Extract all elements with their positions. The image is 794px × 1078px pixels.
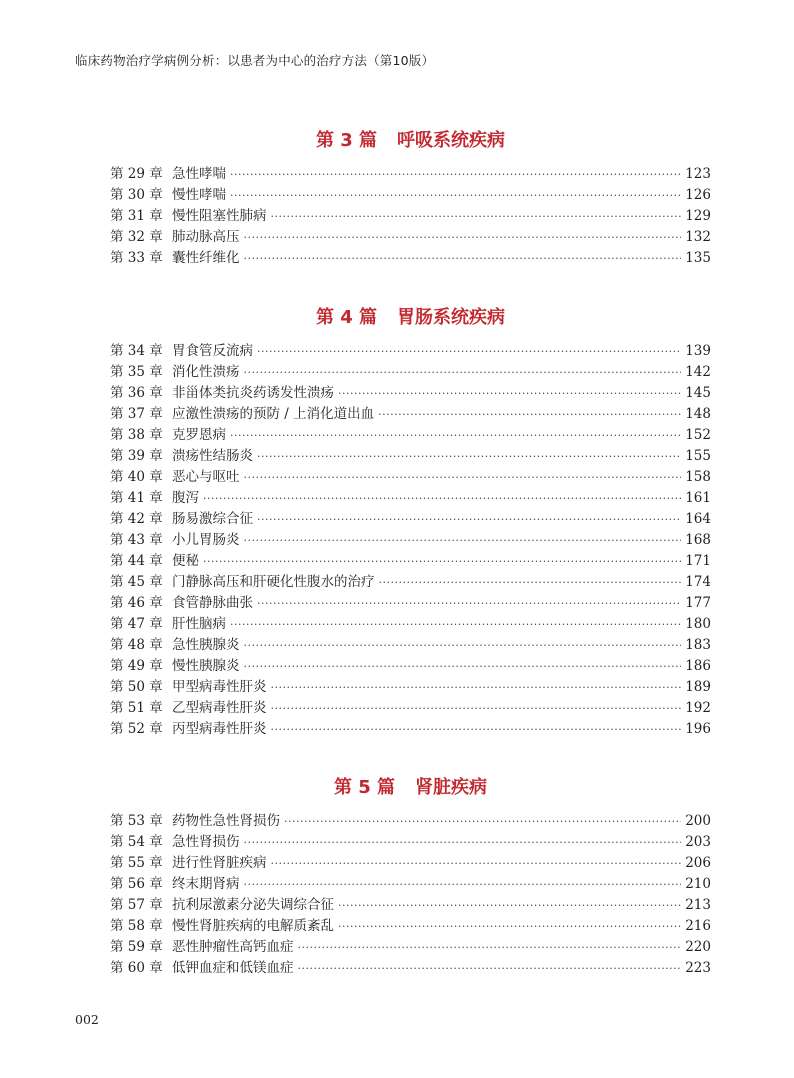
dot-leader — [244, 874, 682, 895]
dot-leader — [244, 530, 682, 551]
page-number: 002 — [75, 1012, 99, 1027]
page-ref: 123 — [685, 166, 711, 182]
chapter-title: 进行性肾脏疾病 — [172, 855, 267, 871]
part-number: 第 4 篇 — [315, 307, 378, 328]
page-ref: 132 — [685, 229, 711, 245]
chapter-title: 丙型病毒性肝炎 — [172, 721, 267, 737]
dot-leader — [244, 832, 682, 853]
page-ref: 192 — [685, 700, 711, 716]
chapter-number: 第 30 章 — [110, 187, 163, 203]
page-ref: 139 — [685, 343, 711, 359]
dot-leader — [257, 446, 681, 467]
chapter-title: 小儿胃肠炎 — [172, 532, 240, 548]
chapter-number: 第 57 章 — [110, 897, 163, 913]
dot-leader — [230, 614, 681, 635]
dot-leader — [298, 937, 682, 958]
toc-entry[interactable] — [110, 937, 711, 958]
dot-leader — [338, 916, 681, 937]
toc-entry[interactable] — [110, 832, 711, 853]
toc-entry[interactable] — [110, 916, 711, 937]
page-ref: 142 — [685, 364, 711, 380]
chapter-title: 腹泻 — [172, 490, 199, 506]
chapter-title: 恶心与呕吐 — [172, 469, 240, 485]
dot-leader — [271, 853, 682, 874]
toc-entry[interactable] — [110, 698, 711, 719]
page-ref: 135 — [685, 250, 711, 266]
chapter-number: 第 46 章 — [110, 595, 163, 611]
chapter-number: 第 40 章 — [110, 469, 163, 485]
page-ref: 152 — [685, 427, 711, 443]
page-ref: 223 — [685, 960, 711, 976]
chapter-title: 应激性溃疡的预防 / 上消化道出血 — [172, 406, 375, 422]
chapter-number: 第 54 章 — [110, 834, 163, 850]
chapter-title: 恶性肿瘤性高钙血症 — [172, 939, 294, 955]
page-ref: 200 — [685, 813, 711, 829]
chapter-number: 第 43 章 — [110, 532, 163, 548]
toc-entry[interactable] — [110, 227, 711, 248]
toc-entry[interactable] — [110, 383, 711, 404]
chapter-number: 第 50 章 — [110, 679, 163, 695]
toc-entry[interactable] — [110, 248, 711, 269]
chapter-title: 抗利尿激素分泌失调综合征 — [172, 897, 334, 913]
dot-leader — [230, 185, 681, 206]
page-ref: 180 — [685, 616, 711, 632]
dot-leader — [271, 698, 682, 719]
chapter-title: 乙型病毒性肝炎 — [172, 700, 267, 716]
toc-entry[interactable] — [110, 467, 711, 488]
dot-leader — [379, 572, 682, 593]
chapter-title: 克罗恩病 — [172, 427, 226, 443]
page-ref: 155 — [685, 448, 711, 464]
chapter-number: 第 51 章 — [110, 700, 163, 716]
chapter-title: 非甾体类抗炎药诱发性溃疡 — [172, 385, 334, 401]
chapter-number: 第 59 章 — [110, 939, 163, 955]
chapter-title: 食管静脉曲张 — [172, 595, 253, 611]
chapter-number: 第 45 章 — [110, 574, 163, 590]
running-head: 临床药物治疗学病例分析：以患者为中心的治疗方法（第10版） — [75, 53, 435, 68]
chapter-title: 甲型病毒性肝炎 — [172, 679, 267, 695]
chapter-title: 肠易激综合征 — [172, 511, 253, 527]
toc-entry[interactable] — [110, 206, 711, 227]
page-ref: 210 — [685, 876, 711, 892]
toc-entry[interactable] — [110, 874, 711, 895]
toc-entry[interactable] — [110, 185, 711, 206]
part-name: 胃肠系统疾病 — [397, 307, 506, 328]
toc-entry[interactable] — [110, 164, 711, 185]
chapter-number: 第 39 章 — [110, 448, 163, 464]
chapter-number: 第 42 章 — [110, 511, 163, 527]
dot-leader — [257, 593, 681, 614]
part-title — [110, 306, 711, 330]
page-ref: 129 — [685, 208, 711, 224]
dot-leader — [244, 227, 682, 248]
page-ref: 213 — [685, 897, 711, 913]
chapter-number: 第 33 章 — [110, 250, 163, 266]
chapter-number: 第 60 章 — [110, 960, 163, 976]
dot-leader — [244, 635, 682, 656]
toc-entry[interactable] — [110, 593, 711, 614]
chapter-number: 第 36 章 — [110, 385, 163, 401]
toc-entry[interactable] — [110, 656, 711, 677]
chapter-title: 药物性急性肾损伤 — [172, 813, 280, 829]
page-ref: 148 — [685, 406, 711, 422]
toc-entry[interactable] — [110, 635, 711, 656]
page-ref: 189 — [685, 679, 711, 695]
chapter-title: 慢性胰腺炎 — [172, 658, 240, 674]
toc-entry[interactable] — [110, 362, 711, 383]
page-ref: 171 — [685, 553, 711, 569]
toc-entry[interactable] — [110, 530, 711, 551]
page-ref: 168 — [685, 532, 711, 548]
part-title — [110, 129, 711, 153]
chapter-title: 便秘 — [172, 553, 199, 569]
chapter-number: 第 31 章 — [110, 208, 163, 224]
toc-entry[interactable] — [110, 425, 711, 446]
part-5-section — [110, 776, 711, 979]
page-ref: 206 — [685, 855, 711, 871]
dot-leader — [257, 509, 681, 530]
chapter-number: 第 58 章 — [110, 918, 163, 934]
page-ref: 203 — [685, 834, 711, 850]
chapter-title: 溃疡性结肠炎 — [172, 448, 253, 464]
chapter-title: 急性胰腺炎 — [172, 637, 240, 653]
chapter-number: 第 56 章 — [110, 876, 163, 892]
chapter-number: 第 35 章 — [110, 364, 163, 380]
chapter-number: 第 32 章 — [110, 229, 163, 245]
chapter-title: 慢性肾脏疾病的电解质紊乱 — [172, 918, 334, 934]
part-number: 第 3 篇 — [315, 130, 378, 151]
toc-entry[interactable] — [110, 572, 711, 593]
page-ref: 126 — [685, 187, 711, 203]
chapter-title: 胃食管反流病 — [172, 343, 253, 359]
chapter-number: 第 48 章 — [110, 637, 163, 653]
chapter-number: 第 49 章 — [110, 658, 163, 674]
toc-entry[interactable] — [110, 446, 711, 467]
dot-leader — [257, 341, 681, 362]
toc-entry[interactable] — [110, 958, 711, 979]
dot-leader — [338, 895, 681, 916]
page-ref: 158 — [685, 469, 711, 485]
toc-entry[interactable] — [110, 488, 711, 509]
part-3-section — [110, 129, 711, 269]
toc-entry[interactable] — [110, 404, 711, 425]
chapter-number: 第 37 章 — [110, 406, 163, 422]
dot-leader — [244, 467, 682, 488]
dot-leader — [271, 677, 682, 698]
chapter-number: 第 38 章 — [110, 427, 163, 443]
chapter-title: 急性肾损伤 — [172, 834, 240, 850]
chapter-number: 第 53 章 — [110, 813, 163, 829]
chapter-number: 第 55 章 — [110, 855, 163, 871]
page-ref: 183 — [685, 637, 711, 653]
chapter-title: 囊性纤维化 — [172, 250, 240, 266]
page-ref: 177 — [685, 595, 711, 611]
toc-entry[interactable] — [110, 811, 711, 832]
chapter-title: 门静脉高压和肝硬化性腹水的治疗 — [172, 574, 375, 590]
toc-entry[interactable] — [110, 853, 711, 874]
page-ref: 161 — [685, 490, 711, 506]
part-number: 第 5 篇 — [333, 777, 396, 798]
dot-leader — [271, 719, 682, 740]
chapter-title: 肺动脉高压 — [172, 229, 240, 245]
toc-entry[interactable] — [110, 509, 711, 530]
chapter-title: 消化性溃疡 — [172, 364, 240, 380]
chapter-number: 第 47 章 — [110, 616, 163, 632]
dot-leader — [244, 362, 682, 383]
page-ref: 164 — [685, 511, 711, 527]
dot-leader — [203, 551, 681, 572]
chapter-title: 肝性脑病 — [172, 616, 226, 632]
chapter-number: 第 52 章 — [110, 721, 163, 737]
page-ref: 220 — [685, 939, 711, 955]
dot-leader — [230, 425, 681, 446]
toc-entry[interactable] — [110, 677, 711, 698]
page-ref: 186 — [685, 658, 711, 674]
chapter-number: 第 34 章 — [110, 343, 163, 359]
chapter-title: 慢性哮喘 — [172, 187, 226, 203]
part-title — [110, 776, 711, 800]
page-ref: 216 — [685, 918, 711, 934]
toc-entry[interactable] — [110, 341, 711, 362]
part-4-section — [110, 306, 711, 740]
dot-leader — [298, 958, 682, 979]
dot-leader — [378, 404, 681, 425]
chapter-number: 第 44 章 — [110, 553, 163, 569]
dot-leader — [338, 383, 681, 404]
page-ref: 145 — [685, 385, 711, 401]
part-name: 肾脏疾病 — [415, 777, 488, 798]
toc-entry[interactable] — [110, 895, 711, 916]
toc-entry[interactable] — [110, 551, 711, 572]
page-ref: 196 — [685, 721, 711, 737]
dot-leader — [271, 206, 682, 227]
toc-entry[interactable] — [110, 614, 711, 635]
chapter-title: 慢性阻塞性肺病 — [172, 208, 267, 224]
part-name: 呼吸系统疾病 — [397, 130, 506, 151]
dot-leader — [244, 656, 682, 677]
page-ref: 174 — [685, 574, 711, 590]
chapter-title: 急性哮喘 — [172, 166, 226, 182]
dot-leader — [203, 488, 681, 509]
chapter-title: 终末期肾病 — [172, 876, 240, 892]
chapter-number: 第 29 章 — [110, 166, 163, 182]
dot-leader — [230, 164, 681, 185]
dot-leader — [284, 811, 681, 832]
chapter-number: 第 41 章 — [110, 490, 163, 506]
chapter-title: 低钾血症和低镁血症 — [172, 960, 294, 976]
toc-entry[interactable] — [110, 719, 711, 740]
dot-leader — [244, 248, 682, 269]
